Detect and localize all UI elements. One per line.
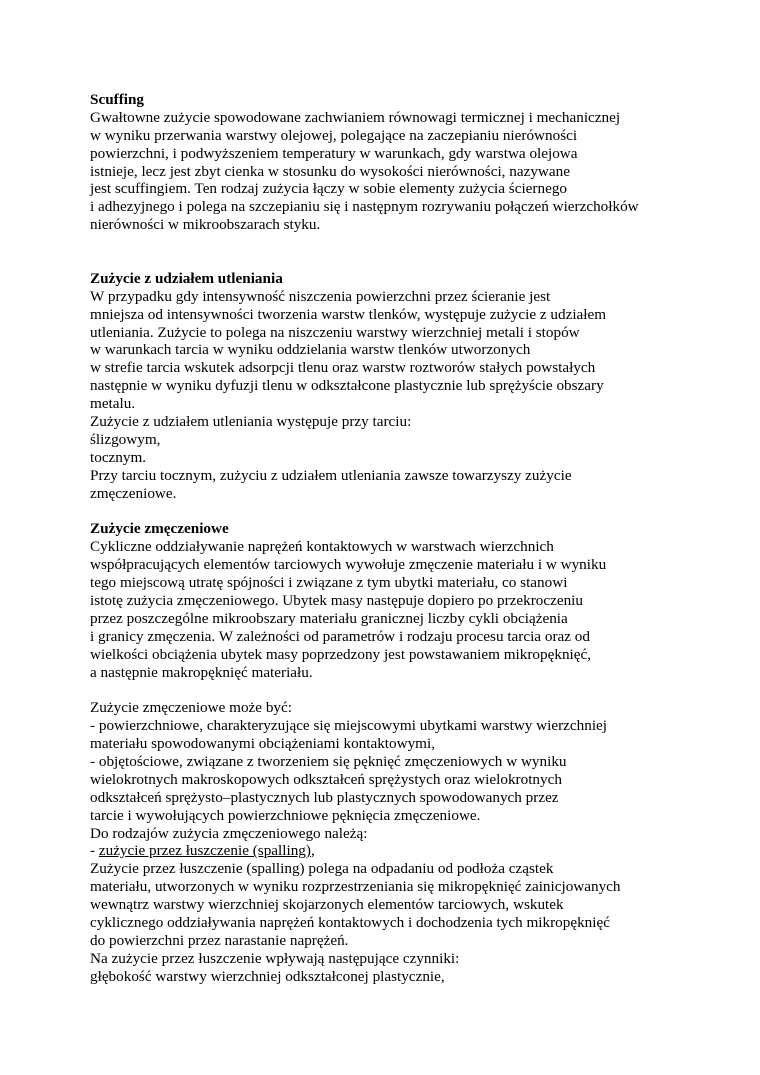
- paragraph-fatigue-types: [90, 699, 730, 985]
- text-line: odkształceń sprężysto–plastycznych lub plastycznych spowodowanych przez: [90, 788, 559, 806]
- text-line: Do rodzajów zużycia zmęczeniowego należą:: [90, 824, 368, 842]
- paragraph-scuffing: [90, 109, 730, 234]
- text-line: mniejsza od intensywności tworzenia warstw tlenków, występuje zużycie z udziałem: [90, 305, 607, 323]
- spacer: [90, 502, 730, 520]
- text-line: W przypadku gdy intensywność niszczenia powierzchni przez ścieranie jest: [90, 287, 551, 305]
- text-line: metalu.: [90, 395, 136, 413]
- text-line: następnie w wyniku dyfuzji tlenu w odkształcone plastycznie lub sprężyście obszary: [90, 377, 604, 395]
- text-line: w strefie tarcia wskutek adsorpcji tlenu oraz warstw roztworów stałych powstałych: [90, 359, 596, 377]
- text-line: zmęczeniowe.: [90, 484, 177, 502]
- list-comma: ,: [310, 842, 315, 860]
- list-item-spalling: [90, 842, 730, 860]
- text-line: i granicy zmęczenia. W zależności od parametrów i rodzaju procesu tarcia oraz od: [90, 627, 590, 645]
- list-item: tocznym.: [90, 448, 147, 466]
- text-line: w wyniku przerwania warstwy olejowej, polegające na zaczepianiu nierówności: [90, 126, 578, 144]
- text-line: - objętościowe, związane z tworzeniem się pęknięć zmęczeniowych w wyniku: [90, 752, 567, 770]
- text-line: tego miejscową utratę spójności i związane z tym ubytki materiału, co stanowi: [90, 574, 568, 592]
- spalling-link[interactable]: zużycie przez łuszczenie (spalling): [98, 842, 311, 860]
- text-line: istnieje, lecz jest zbyt cienka w stosunku do wysokości nierówności, nazywane: [90, 162, 570, 180]
- section-heading-oxidation: Zużycie z udziałem utleniania: [90, 269, 283, 287]
- text-line: do powierzchni przez narastanie naprężeń.: [90, 931, 349, 949]
- text-line: w warunkach tarcia w wyniku oddzielania warstw tlenków utworzonych: [90, 341, 531, 359]
- text-line: Zużycie przez łuszczenie (spalling) polega na odpadaniu od podłoża cząstek: [90, 860, 554, 878]
- spacer: [90, 234, 730, 252]
- paragraph-fatigue: [90, 538, 730, 681]
- spacer: [90, 681, 730, 699]
- text-line: utleniania. Zużycie to polega na niszczeniu warstwy wierzchniej metali i stopów: [90, 323, 580, 341]
- text-line: wewnątrz warstwy wierzchniej skojarzonych elementów tarciowych, wskutek: [90, 896, 564, 914]
- text-line: i adhezyjnego i polega na szczepianiu się i następnym rozrywaniu połączeń wierzchołków: [90, 198, 639, 216]
- section-heading-fatigue: Zużycie zmęczeniowe: [90, 520, 229, 538]
- text-line: głębokość warstwy wierzchniej odkształconej plastycznie,: [90, 967, 445, 985]
- text-line: nierówności w mikroobszarach styku.: [90, 216, 321, 234]
- text-line: Cykliczne oddziaływanie naprężeń kontaktowych w warstwach wierzchnich: [90, 538, 554, 556]
- text-line: - powierzchniowe, charakteryzujące się miejscowymi ubytkami warstwy wierzchniej: [90, 717, 608, 735]
- text-line: Gwałtowne zużycie spowodowane zachwianiem równowagi termicznej i mechanicznej: [90, 108, 621, 126]
- text-line: Zużycie z udziałem utleniania występuje przy tarciu:: [90, 413, 412, 431]
- text-line: materiału spowodowanymi obciążeniami kontaktowymi,: [90, 735, 436, 753]
- paragraph-oxidation: [90, 288, 730, 503]
- list-item: ślizgowym,: [90, 430, 161, 448]
- text-line: Zużycie zmęczeniowe może być:: [90, 699, 292, 717]
- document-page: [90, 91, 730, 986]
- text-line: cyklicznego oddziaływania naprężeń kontaktowych i dochodzenia tych mikropęknięć: [90, 913, 610, 931]
- section-heading-scuffing: Scuffing: [90, 91, 145, 108]
- text-line: Przy tarciu tocznym, zużyciu z udziałem utleniania zawsze towarzyszy zużycie: [90, 466, 572, 484]
- text-line: a następnie makropęknięć materiału.: [90, 663, 313, 681]
- text-line: powierzchni, i podwyższeniem temperatury w warunkach, gdy warstwa olejowa: [90, 144, 578, 162]
- text-line: tarcie i wywołujących powierzchniowe pęknięcia zmęczeniowe.: [90, 806, 481, 824]
- spacer: [90, 252, 730, 270]
- text-line: przez poszczególne mikroobszary materiału granicznej liczby cykli obciążenia: [90, 609, 568, 627]
- list-dash: -: [90, 842, 99, 860]
- text-line: istotę zużycia zmęczeniowego. Ubytek masy następuje dopiero po przekroczeniu: [90, 591, 583, 609]
- text-line: wielokrotnych makroskopowych odkształceń sprężystych oraz wielokrotnych: [90, 770, 562, 788]
- text-line: Na zużycie przez łuszczenie wpływają następujące czynniki:: [90, 949, 460, 967]
- text-line: współpracujących elementów tarciowych wywołuje zmęczenie materiału i w wyniku: [90, 556, 607, 574]
- text-line: materiału, utworzonych w wyniku rozprzestrzeniania się mikropęknięć zainicjowanych: [90, 878, 621, 896]
- text-line: wielkości obciążenia ubytek masy poprzedzony jest powstawaniem mikropęknięć,: [90, 645, 592, 663]
- text-line: jest scuffingiem. Ten rodzaj zużycia łączy w sobie elementy zużycia ściernego: [90, 180, 568, 198]
